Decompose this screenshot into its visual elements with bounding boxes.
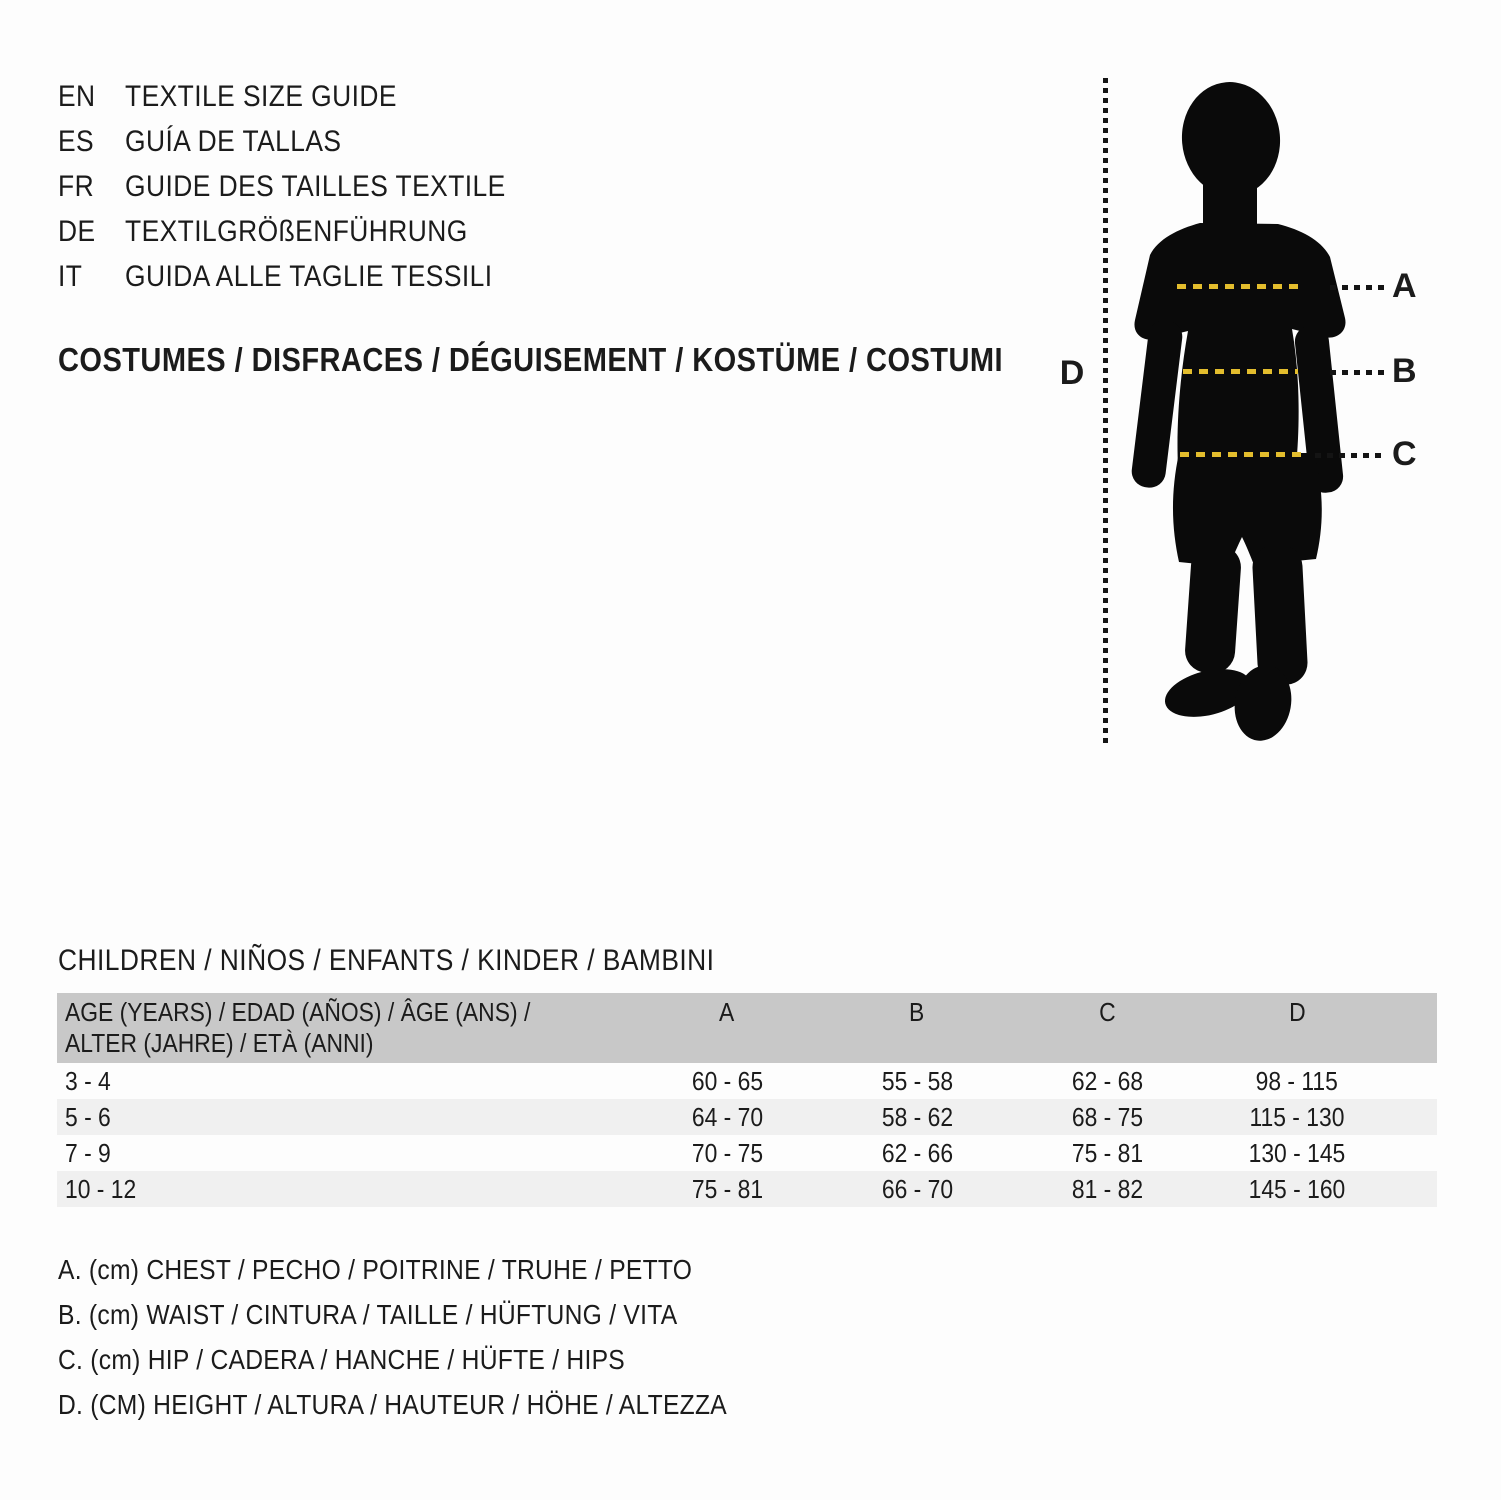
language-code: DE [58, 214, 96, 248]
chest-cell: 64 - 70 [691, 1101, 763, 1132]
language-row-fr [58, 164, 558, 209]
chest-measure-line [1177, 284, 1302, 289]
waist-cell: 66 - 70 [881, 1173, 953, 1204]
chest-marker-label: A [1392, 267, 1417, 305]
waist-leader-line [1330, 370, 1386, 375]
hip-leader-line [1315, 453, 1386, 458]
language-title: GUIDA ALLE TAGLIE TESSILI [125, 259, 493, 293]
height-cell: 115 - 130 [1249, 1101, 1345, 1132]
legend-height: D. (CM) HEIGHT / ALTURA / HAUTEUR / HÖHE / ALTEZZA [58, 1388, 727, 1420]
chest-leader-line [1330, 285, 1386, 290]
language-row-es [58, 119, 558, 164]
height-cell: 130 - 145 [1248, 1137, 1346, 1168]
size-table [57, 993, 1437, 1207]
chest-cell: 60 - 65 [691, 1065, 763, 1096]
age-cell: 7 - 9 [65, 1137, 111, 1168]
age-cell: 5 - 6 [65, 1101, 111, 1132]
hip-cell: 81 - 82 [1071, 1173, 1143, 1204]
age-cell: 3 - 4 [65, 1065, 111, 1096]
table-row [57, 1063, 1437, 1099]
hip-cell: 68 - 75 [1071, 1101, 1143, 1132]
legend-waist: B. (cm) WAIST / CINTURA / TAILLE / HÜFTUNG / VITA [58, 1298, 678, 1330]
waist-marker-label: B [1392, 352, 1417, 390]
age-cell: 10 - 12 [65, 1173, 137, 1204]
section-heading: CHILDREN / NIÑOS / ENFANTS / KINDER / BAMBINI [58, 944, 715, 977]
age-column-header: AGE (YEARS) / EDAD (AÑOS) / ÂGE (ANS) / ALTER (JAHRE) / ETÀ (ANNI) [65, 997, 531, 1058]
waist-cell: 58 - 62 [881, 1101, 953, 1132]
language-title: TEXTILGRÖßENFÜHRUNG [125, 214, 468, 248]
measurement-figure [1040, 70, 1480, 760]
hip-measure-line [1180, 452, 1305, 457]
legend-hip: C. (cm) HIP / CADERA / HANCHE / HÜFTE / HIPS [58, 1343, 625, 1375]
hip-cell: 62 - 68 [1071, 1065, 1143, 1096]
table-row [57, 1135, 1437, 1171]
language-title: GUIDE DES TAILLES TEXTILE [125, 169, 506, 203]
chest-cell: 75 - 81 [691, 1173, 763, 1204]
language-row-de [58, 209, 558, 254]
height-dimension-line [1103, 78, 1108, 746]
language-row-it [58, 254, 558, 299]
column-header-b: B [909, 997, 925, 1027]
language-code: ES [58, 124, 95, 158]
column-header-d: D [1288, 997, 1306, 1027]
language-code: IT [58, 259, 83, 293]
waist-measure-line [1183, 369, 1298, 374]
language-title: TEXTILE SIZE GUIDE [125, 79, 397, 113]
language-title-list [58, 74, 558, 299]
hip-marker-label: C [1392, 435, 1417, 473]
table-row [57, 1099, 1437, 1135]
height-marker-label: D [1059, 354, 1085, 392]
hip-cell: 75 - 81 [1071, 1137, 1143, 1168]
category-title: COSTUMES / DISFRACES / DÉGUISEMENT / KOSTÜME / COSTUMI [58, 341, 1004, 378]
table-header-row [57, 993, 1437, 1063]
column-header-c: C [1098, 997, 1116, 1027]
language-code: EN [58, 79, 96, 113]
column-header-a: A [719, 997, 735, 1027]
chest-cell: 70 - 75 [691, 1137, 763, 1168]
measure-legend [58, 1247, 818, 1427]
legend-chest: A. (cm) CHEST / PECHO / POITRINE / TRUHE / PETTO [58, 1253, 693, 1285]
language-title: GUÍA DE TALLAS [125, 124, 342, 158]
height-cell: 98 - 115 [1255, 1065, 1339, 1096]
table-row [57, 1171, 1437, 1207]
height-cell: 145 - 160 [1248, 1173, 1346, 1204]
child-silhouette [1130, 75, 1350, 745]
waist-cell: 55 - 58 [881, 1065, 953, 1096]
waist-cell: 62 - 66 [881, 1137, 953, 1168]
language-code: FR [58, 169, 95, 203]
language-row-en [58, 74, 558, 119]
